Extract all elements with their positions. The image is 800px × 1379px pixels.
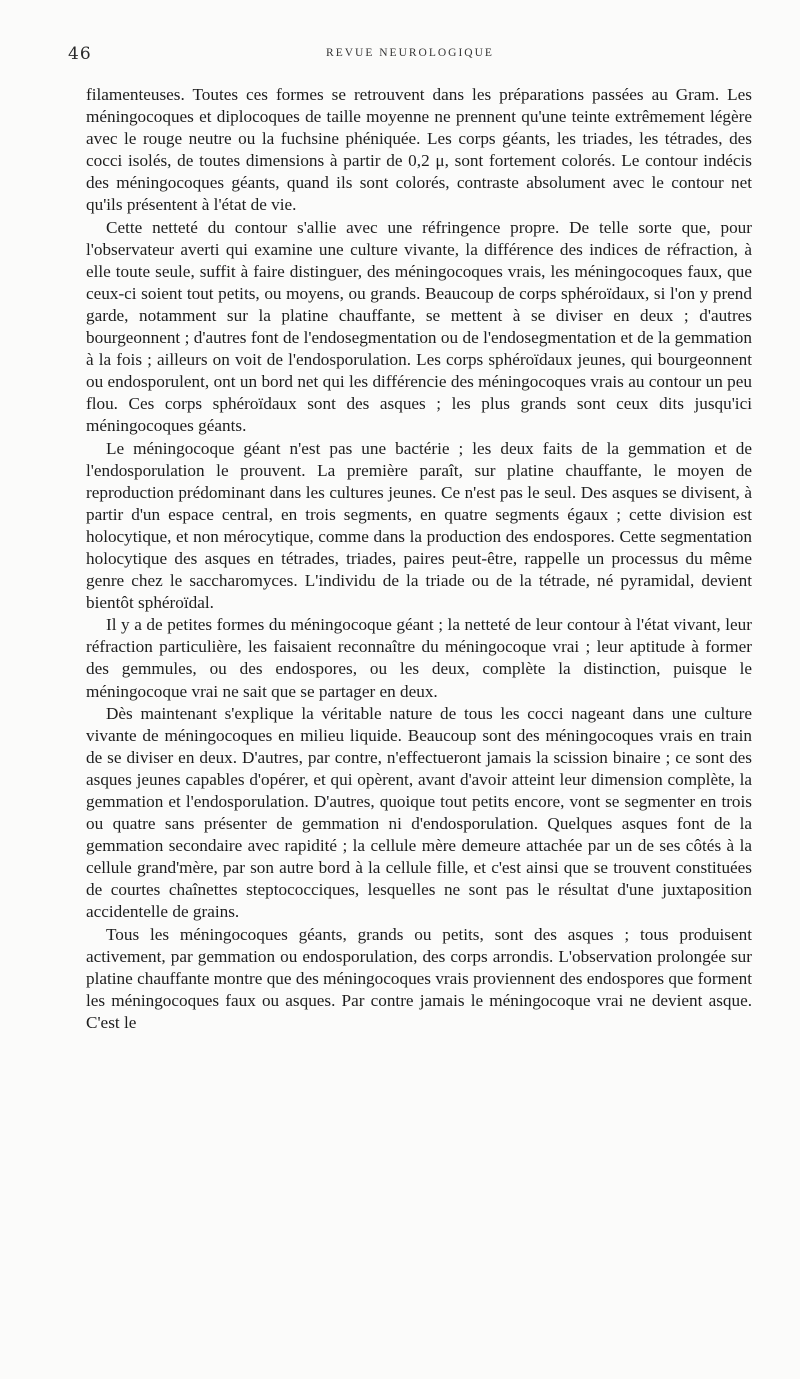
paragraph-6: Tous les méningocoques géants, grands ou petits, sont des asques ; tous produisent activement, par gemmation ou endosporulation, des corps arrondis. L'observation prolongée sur platine chauffante montre que des méningocoques vrais proviennent des endospores que forment les méningocoques faux ou asques. Par contre jamais le méningocoque vrai ne devient asque. C'est le bbox=[86, 924, 752, 1032]
paragraph-1: filamenteuses. Toutes ces formes se retrouvent dans les préparations passées au Gram. Les méningocoques et diplocoques de taille moyenne ne prennent qu'une teinte extrêmement légère avec le rouge neutre ou la fuchsine phéniquée. Les corps géants, les triades, les tétrades, des cocci isolés, de toutes dimensions à partir de 0,2 μ, sont fortement colorés. Le contour indécis des méningocoques géants, quand ils sont colorés, contraste absolument avec le contour net qu'ils présentent à l'état de vie. bbox=[86, 85, 752, 215]
paragraph-4: Il y a de petites formes du méningocoque géant ; la netteté de leur contour à l'état vivant, leur réfraction particulière, les faisaient reconnaître du méningocoque vrai ; leur aptitude à former des gemmules, ou des endospores, ou les deux, complète la distinction, puisque le méningocoque vrai ne sait que se partager en deux. bbox=[86, 615, 752, 701]
running-title: REVUE NEUROLOGIQUE bbox=[326, 47, 494, 59]
body-text bbox=[86, 84, 752, 1034]
page-header bbox=[68, 44, 752, 74]
page-number: 46 bbox=[68, 44, 92, 64]
paragraph-2: Cette netteté du contour s'allie avec une réfringence propre. De telle sorte que, pour l'observateur averti qui examine une culture vivante, la différence des indices de réfraction, à elle toute seule, suffit à faire distinguer, des méningocoques vrais, les méningocoques faux, que ceux-ci soient tout petits, ou moyens, ou grands. Beaucoup de corps sphéroïdaux, si l'on y prend garde, notamment sur la platine chauffante, se mettent à se diviser en deux ; d'autres bourgeonnent ; d'autres font de l'endosegmentation ou de l'endosegmentation et de la gemmation à la fois ; ailleurs on voit de l'endosporulation. Les corps sphéroïdaux jeunes, qui bourgeonnent ou endosporulent, ont un bord net qui les différencie des méningocoques vrais au contour un peu flou. Ces corps sphéroïdaux sont des asques ; les plus grands sont ceux dits jusqu'ici méningocoques géants. bbox=[86, 217, 752, 436]
paragraph-5: Dès maintenant s'explique la véritable nature de tous les cocci nageant dans une culture vivante de méningocoques en milieu liquide. Beaucoup sont des méningocoques vrais en train de se diviser en deux. D'autres, par contre, n'effectueront jamais la scission binaire ; ce sont des asques jeunes capables d'opérer, et qui opèrent, avant d'avoir atteint leur dimension complète, la gemmation et l'endosporulation. D'autres, quoique tout petits encore, vont se segmenter en trois ou quatre sans présenter de gemmation ni d'endosporulation. Quelques asques font de la gemmation secondaire avec rapidité ; la cellule mère demeure attachée par un de ses côtés à la cellule grand'mère, par son autre bord à la cellule fille, et c'est ainsi que se trouvent constituées de courtes chaînettes steptococciques, lesquelles ne sont pas le résultat d'une juxtaposition accidentelle de grains. bbox=[86, 703, 752, 922]
paragraph-3: Le méningocoque géant n'est pas une bactérie ; les deux faits de la gemmation et de l'endosporulation le prouvent. La première paraît, sur platine chauffante, le moyen de reproduction prédominant dans les cultures jeunes. Ce n'est pas le seul. Des asques se divisent, à partir d'un espace central, en trois segments, en quatre segments égaux ; cette division est holocytique, et non mérocytique, comme dans la production des endospores. Cette segmentation holocytique des asques en tétrades, triades, paires peut-être, rappelle un processus du même genre chez le saccharomyces. L'individu de la triade ou de la tétrade, né pyramidal, devient bientôt sphéroïdal. bbox=[86, 438, 752, 613]
